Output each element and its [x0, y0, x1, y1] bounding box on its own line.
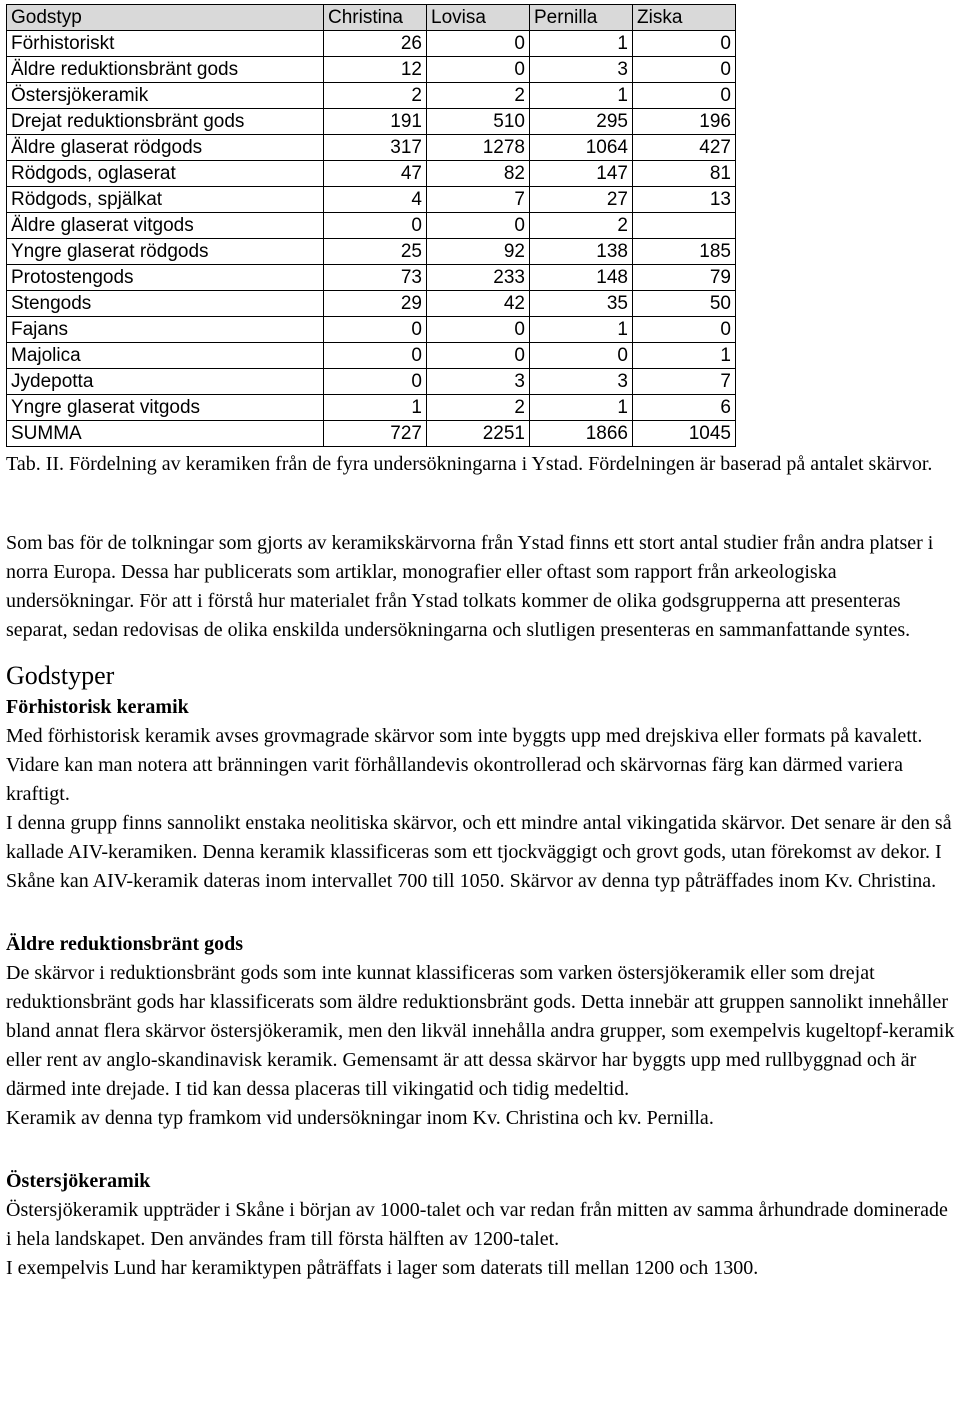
ceramics-table — [6, 4, 736, 447]
count-cell: 0 — [324, 369, 427, 395]
table-row — [7, 369, 736, 395]
count-cell: 0 — [633, 31, 736, 57]
count-cell: 0 — [530, 343, 633, 369]
body-paragraph: Med förhistorisk keramik avses grovmagrade skärvor som inte byggts upp med drejskiva eller formats på kavalett. Vidare kan man notera att bränningen varit förhållandevis okontrollerad och skärvornas färg kan därmed variera kraftigt. — [6, 725, 923, 805]
table-row — [7, 187, 736, 213]
count-cell: 13 — [633, 187, 736, 213]
count-cell: 7 — [427, 187, 530, 213]
count-cell: 1 — [324, 395, 427, 421]
count-cell: 148 — [530, 265, 633, 291]
count-cell: 138 — [530, 239, 633, 265]
row-label: Äldre reduktionsbränt gods — [7, 57, 324, 83]
table-row — [7, 291, 736, 317]
row-label: Jydepotta — [7, 369, 324, 395]
count-cell: 2 — [530, 213, 633, 239]
row-label: Protostengods — [7, 265, 324, 291]
table-header-row — [7, 5, 736, 31]
table-total-row — [7, 421, 736, 447]
count-cell: 0 — [427, 213, 530, 239]
count-cell: 0 — [427, 343, 530, 369]
row-label: Rödgods, spjälkat — [7, 187, 324, 213]
document-page — [6, 4, 956, 1283]
count-cell: 1866 — [530, 421, 633, 447]
table-row — [7, 31, 736, 57]
count-cell: 6 — [633, 395, 736, 421]
row-label: Stengods — [7, 291, 324, 317]
body-paragraph: Keramik av denna typ framkom vid undersökningar inom Kv. Christina och kv. Pernilla. — [6, 1107, 714, 1129]
count-cell: 196 — [633, 109, 736, 135]
count-cell: 510 — [427, 109, 530, 135]
row-label: Förhistoriskt — [7, 31, 324, 57]
count-cell: 147 — [530, 161, 633, 187]
table-row — [7, 57, 736, 83]
count-cell: 25 — [324, 239, 427, 265]
table-row — [7, 213, 736, 239]
count-cell: 2 — [427, 395, 530, 421]
subsection-heading: Östersjökeramik — [6, 1170, 151, 1192]
count-cell: 1 — [530, 31, 633, 57]
count-cell: 29 — [324, 291, 427, 317]
subsection-heading: Förhistorisk keramik — [6, 696, 189, 718]
count-cell: 92 — [427, 239, 530, 265]
table-row — [7, 317, 736, 343]
table-row — [7, 109, 736, 135]
count-cell: 12 — [324, 57, 427, 83]
row-label: Drejat reduktionsbränt gods — [7, 109, 324, 135]
count-cell: 0 — [633, 57, 736, 83]
count-cell: 3 — [427, 369, 530, 395]
count-cell: 1 — [633, 343, 736, 369]
count-cell: 185 — [633, 239, 736, 265]
count-cell: 0 — [633, 317, 736, 343]
body-paragraph: I exempelvis Lund har keramiktypen påträffats i lager som daterats till mellan 1200 och 1300. — [6, 1257, 759, 1279]
count-cell: 0 — [324, 343, 427, 369]
column-header: Pernilla — [530, 5, 633, 31]
table-row — [7, 83, 736, 109]
count-cell: 50 — [633, 291, 736, 317]
table-row — [7, 161, 736, 187]
section-forhistorisk — [6, 693, 956, 896]
row-label: Yngre glaserat vitgods — [7, 395, 324, 421]
column-header: Christina — [324, 5, 427, 31]
row-label: SUMMA — [7, 421, 324, 447]
body-paragraph: Östersjökeramik uppträder i Skåne i början av 1000-talet och var redan från mitten av samma århundrade dominerade i hela landskapet. Den användes fram till första hälften av 1200-talet. — [6, 1199, 948, 1250]
intro-paragraph: Som bas för de tolkningar som gjorts av keramikskärvorna från Ystad finns ett stort antal studier från andra platser i norra Europa. Dessa har publicerats som artiklar, monografier eller oftast som rapport från arkeologiska undersökningar. För att i förstå hur materialet från Ystad tolkats kommer de olika godsgrupperna att presenteras separat, sedan redovisas de olika enskilda undersökningarna och slutligen presenteras en sammanfattande syntes. — [6, 532, 934, 641]
table-row — [7, 395, 736, 421]
row-label: Rödgods, oglaserat — [7, 161, 324, 187]
count-cell — [633, 213, 736, 239]
count-cell: 2 — [324, 83, 427, 109]
row-label: Äldre glaserat vitgods — [7, 213, 324, 239]
count-cell: 0 — [427, 31, 530, 57]
count-cell: 191 — [324, 109, 427, 135]
count-cell: 4 — [324, 187, 427, 213]
count-cell: 1045 — [633, 421, 736, 447]
count-cell: 427 — [633, 135, 736, 161]
count-cell: 3 — [530, 369, 633, 395]
count-cell: 26 — [324, 31, 427, 57]
table-row — [7, 343, 736, 369]
count-cell: 2251 — [427, 421, 530, 447]
count-cell: 82 — [427, 161, 530, 187]
count-cell: 0 — [324, 317, 427, 343]
count-cell: 81 — [633, 161, 736, 187]
section-aldre-reduktionsbrant — [6, 930, 956, 1133]
table-caption: Tab. II. Fördelning av keramiken från de fyra undersökningarna i Ystad. Fördelningen är baserad på antalet skärvor. — [6, 453, 933, 475]
count-cell: 0 — [633, 83, 736, 109]
body-paragraph: De skärvor i reduktionsbränt gods som inte kunnat klassificeras som varken östersjökeramik eller som drejat reduktionsbränt gods har klassificerats som äldre reduktionsbränt gods. Detta innebär att gruppen sannolikt innehåller bland annat flera skärvor östersjökeramik, men den likväl innehålla andra grupper, som exempelvis kugeltopf-keramik eller rent av anglo-skandinavisk keramik. Gemensamt är att dessa skärvor har byggts upp med rullbyggnad och är därmed inte drejade. I tid kan dessa placeras till vikingatid och tidig medeltid. — [6, 962, 955, 1100]
count-cell: 27 — [530, 187, 633, 213]
count-cell: 295 — [530, 109, 633, 135]
count-cell: 1278 — [427, 135, 530, 161]
count-cell: 7 — [633, 369, 736, 395]
section-heading: Godstyper — [6, 661, 115, 690]
count-cell: 79 — [633, 265, 736, 291]
count-cell: 0 — [427, 57, 530, 83]
column-header: Godstyp — [7, 5, 324, 31]
count-cell: 35 — [530, 291, 633, 317]
count-cell: 47 — [324, 161, 427, 187]
count-cell: 1 — [530, 317, 633, 343]
count-cell: 727 — [324, 421, 427, 447]
column-header: Lovisa — [427, 5, 530, 31]
count-cell: 1 — [530, 395, 633, 421]
table-row — [7, 135, 736, 161]
column-header: Ziska — [633, 5, 736, 31]
count-cell: 317 — [324, 135, 427, 161]
row-label: Äldre glaserat rödgods — [7, 135, 324, 161]
count-cell: 0 — [427, 317, 530, 343]
count-cell: 233 — [427, 265, 530, 291]
row-label: Yngre glaserat rödgods — [7, 239, 324, 265]
count-cell: 42 — [427, 291, 530, 317]
count-cell: 1 — [530, 83, 633, 109]
row-label: Östersjökeramik — [7, 83, 324, 109]
table-row — [7, 239, 736, 265]
body-paragraph: I denna grupp finns sannolikt enstaka neolitiska skärvor, och ett mindre antal vikingatida skärvor. Det senare är den så kallade AIV-keramiken. Denna keramik klassificeras som ett tjockväggigt och grovt gods, utan förekomst av dekor. I Skåne kan AIV-keramik dateras inom intervallet 700 till 1050. Skärvor av denna typ påträffades inom Kv. Christina. — [6, 812, 952, 892]
table-row — [7, 265, 736, 291]
count-cell: 0 — [324, 213, 427, 239]
subsection-heading: Äldre reduktionsbränt gods — [6, 933, 244, 955]
count-cell: 3 — [530, 57, 633, 83]
count-cell: 1064 — [530, 135, 633, 161]
section-ostersjokeramik — [6, 1167, 956, 1283]
row-label: Fajans — [7, 317, 324, 343]
count-cell: 73 — [324, 265, 427, 291]
ceramics-table-body — [7, 5, 736, 447]
count-cell: 2 — [427, 83, 530, 109]
row-label: Majolica — [7, 343, 324, 369]
